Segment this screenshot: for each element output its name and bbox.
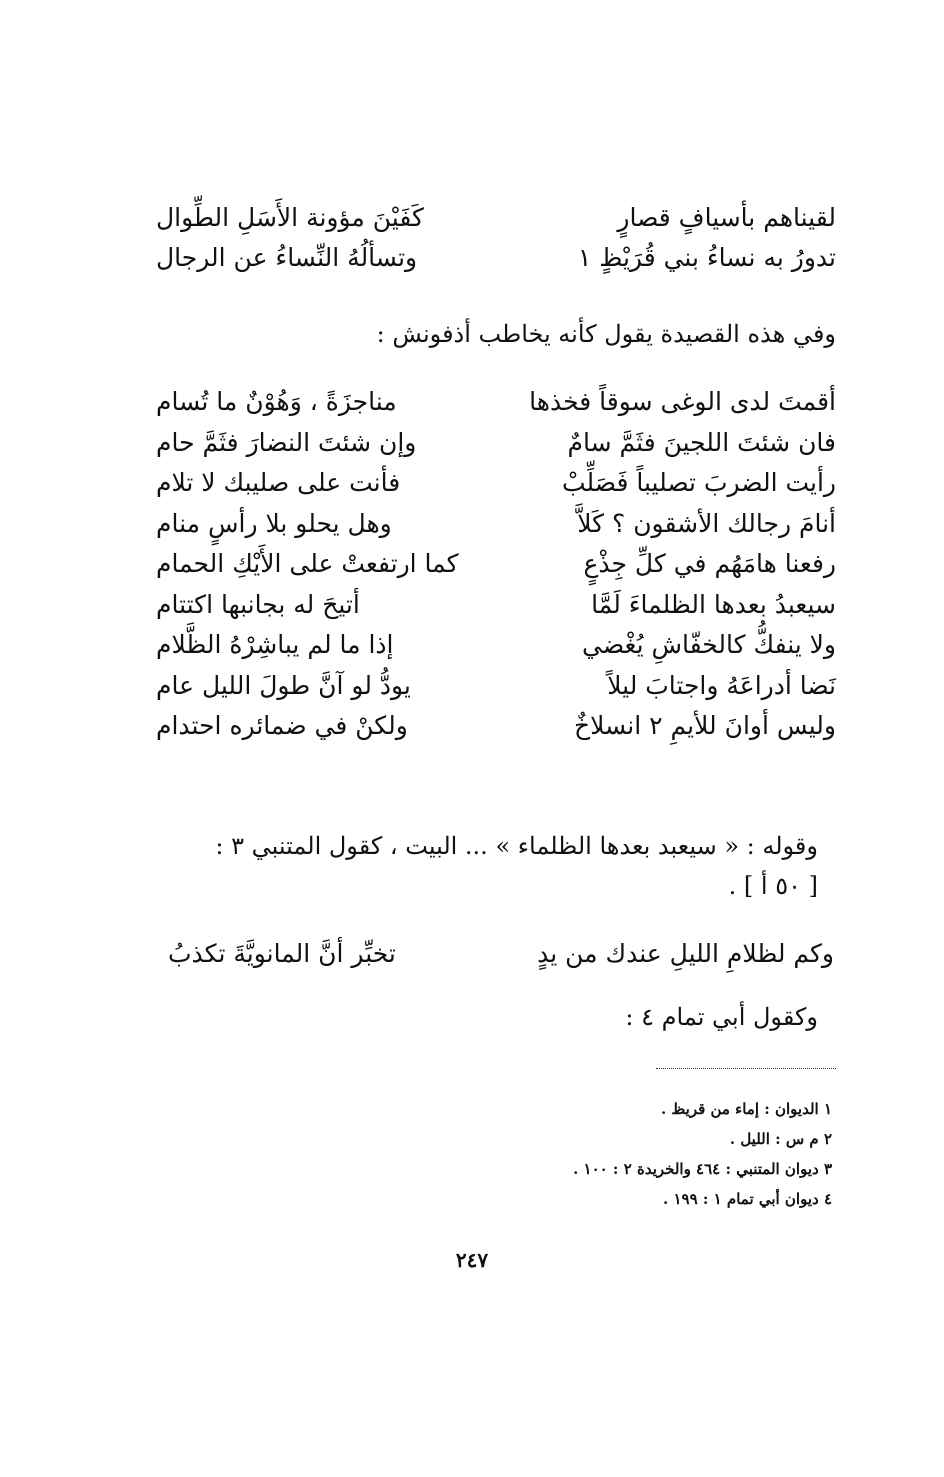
verse-first-half: أقمتَ لدى الوغى سوقاً فخذها <box>529 387 836 416</box>
footnotes <box>332 1094 832 1214</box>
quote-line: وقوله : « سيعبد بعدها الظلماء » ... البيت ، كقول المتنبي ٣ : <box>215 832 818 860</box>
verse-first-half: فان شئتَ اللجينَ فثَمَّ سامٌ <box>567 427 836 457</box>
footnote-divider <box>656 1068 836 1069</box>
verse-line <box>156 666 836 707</box>
verse-first-half: أنامَ رجالك الأشقون ؟ كَلاَّ <box>577 508 836 538</box>
verse-second-half: كما ارتفعتْ على الأَيْكِ الحمام <box>156 549 459 578</box>
verse-line <box>156 625 836 666</box>
verse-line <box>156 382 836 423</box>
verse-first-half: ولا ينفكُّ كالخفّاشِ يُغْضي <box>582 630 836 659</box>
verse-line <box>156 463 836 504</box>
intro-paragraph: وفي هذه القصيدة يقول كأنه يخاطب أذفونش : <box>376 320 836 348</box>
footnote: ٤ ديوان أبي تمام ١ : ١٩٩ . <box>663 1190 832 1208</box>
quote-paragraph <box>156 826 836 906</box>
verse-second-half: وهل يحلو بلا رأسٍ منام <box>156 508 392 538</box>
mutanabbi-verse <box>168 932 834 976</box>
poem-1 <box>156 198 836 278</box>
verse-line <box>156 198 836 238</box>
verse-first-half: رأيت الضربَ تصليباً فَصَلِّبْ <box>561 468 836 497</box>
verse-line <box>156 423 836 464</box>
verse-first-half: تدورُ به نساءُ بني قُرَيْظٍ ١ <box>577 243 836 272</box>
verse-first-half: وليس أوانَ للأيمِ ٢ انسلاخٌ <box>573 711 836 740</box>
verse-line <box>156 238 836 278</box>
verse-second-half: فأنت على صليبك لا تلام <box>156 468 401 497</box>
verse-first-half: رفعنا هامَهُم في كلِّ جِذْعٍ <box>583 549 836 578</box>
verse-second-half: ولكنْ في ضمائره احتدام <box>156 711 408 740</box>
verse-second-half: وتسألُهُ النِّساءُ عن الرجال <box>156 243 418 272</box>
verse-first-half: وكم لظلامِ الليلِ عندك من يدٍ <box>537 939 834 968</box>
verse-second-half: إذا ما لم يباشِرْهُ الظَّلام <box>156 630 394 659</box>
verse-first-half: لقيناهم بأسيافٍ قصارٍ <box>617 203 836 232</box>
abu-tammam-intro: وكقول أبي تمام ٤ : <box>625 1003 818 1031</box>
verse-second-half: تخبِّر أنَّ المانويَّةَ تكذبُ <box>168 939 396 968</box>
footnote: ٣ ديوان المتنبي : ٤٦٤ والخريدة ٢ : ١٠٠ . <box>573 1160 832 1178</box>
verse-second-half: وإن شئتَ النضارَ فثَمَّ حام <box>156 427 417 457</box>
verse-second-half: مناجزَةً ، وَهُوْنٌ ما تُسام <box>156 387 397 416</box>
verse-second-half: يودُّ لو آنَّ طولَ الليل عام <box>156 670 411 700</box>
verse-first-half: سيعبدُ بعدها الظلماءَ لَمَّا <box>591 589 836 619</box>
verse-second-half: أتيحَ له بجانبها اكتتام <box>156 589 360 619</box>
verse-line <box>156 706 836 747</box>
page-number: ٢٤٧ <box>455 1248 489 1272</box>
footnote: ٢ م س : الليل . <box>729 1130 832 1148</box>
footnote: ١ الديوان : إماء من قريظ . <box>660 1100 832 1118</box>
quote-line: [ ٥٠ أ ] . <box>728 872 818 900</box>
verse-line <box>156 504 836 545</box>
verse-first-half: نَضا أدراعَهُ واجتابَ ليلاً <box>607 670 836 700</box>
verse-line <box>156 544 836 585</box>
verse-second-half: كَفَيْنَ مؤونة الأَسَلِ الطِّوال <box>156 203 424 232</box>
poem-2 <box>156 382 836 747</box>
verse-line <box>156 585 836 626</box>
